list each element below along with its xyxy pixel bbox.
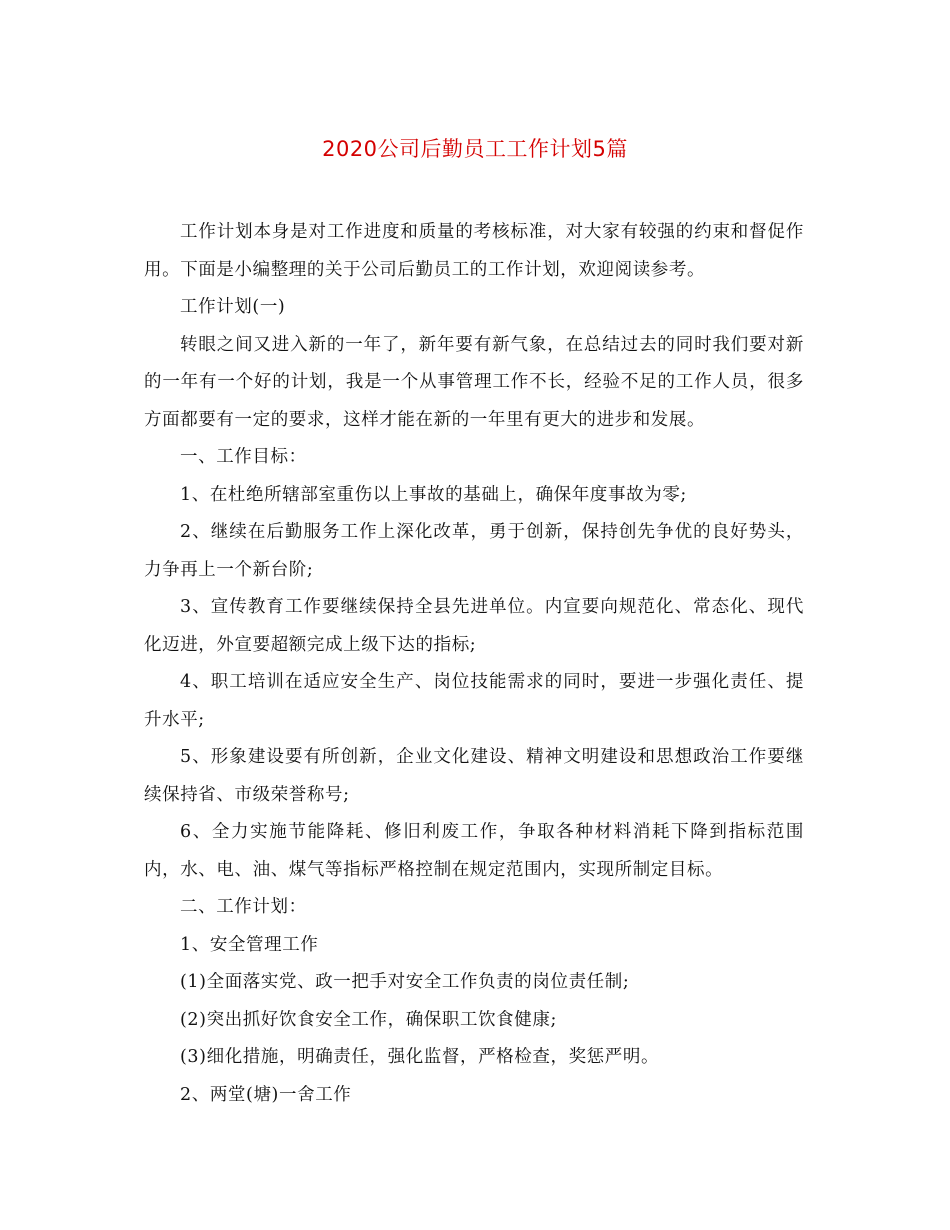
goal-item-5: 5、形象建设要有所创新，企业文化建设、精神文明建设和思想政治工作要继续保持省、市级荣誉称号; (144, 747, 804, 805)
paragraph-plan-one-heading: 工作计划(一) (180, 297, 286, 317)
goal-item-6: 6、全力实施节能降耗、修旧利废工作，争取各种材料消耗下降到指标范围内，水、电、油、煤气等指标严格控制在规定范围内，实现所制定目标。 (144, 822, 804, 880)
paragraph-new-year: 转眼之间又进入新的一年了，新年要有新气象，在总结过去的同时我们要对新的一年有一个好的计划，我是一个从事管理工作不长，经验不足的工作人员，很多方面都要有一定的要求，这样才能在新的一年里有更大的进步和发展。 (144, 334, 804, 430)
goal-item-4: 4、职工培训在适应安全生产、岗位技能需求的同时，要进一步强化责任、提升水平; (144, 672, 804, 730)
section-heading-plan: 二、工作计划： (180, 897, 307, 917)
document-title: 2020公司后勤员工工作计划5篇 (322, 137, 628, 161)
plan-item-safety: 1、安全管理工作 (180, 934, 319, 955)
document-body (144, 214, 804, 1114)
plan-subitem-3: (3)细化措施，明确责任，强化监督，严格检查，奖惩严明。 (180, 1047, 660, 1067)
plan-item-canteen: 2、两堂(塘)一舍工作 (180, 1084, 352, 1105)
goal-item-1: 1、在杜绝所辖部室重伤以上事故的基础上，确保年度事故为零; (180, 484, 687, 505)
paragraph-intro: 工作计划本身是对工作进度和质量的考核标准，对大家有较强的约束和督促作用。下面是小编整理的关于公司后勤员工的工作计划，欢迎阅读参考。 (144, 222, 804, 280)
section-heading-goals: 一、工作目标： (180, 447, 307, 467)
plan-subitem-2: (2)突出抓好饮食安全工作，确保职工饮食健康; (180, 1009, 557, 1030)
plan-subitem-1: (1)全面落实党、政一把手对安全工作负责的岗位责任制; (180, 972, 630, 992)
goal-item-2: 2、继续在后勤服务工作上深化改革，勇于创新，保持创先争优的良好势头，力争再上一个新台阶; (144, 522, 804, 580)
goal-item-3: 3、宣传教育工作要继续保持全县先进单位。内宣要向规范化、常态化、现代化迈进，外宣要超额完成上级下达的指标; (144, 597, 804, 655)
